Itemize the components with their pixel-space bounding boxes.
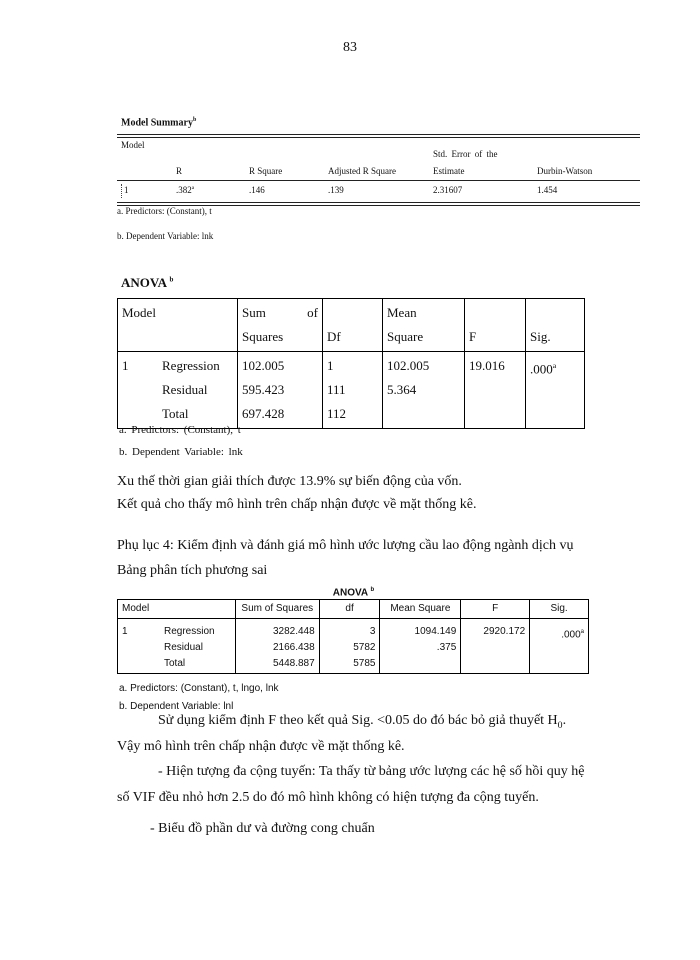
anova1-df-cell: 1 111 112 (323, 352, 383, 429)
anova2-f-cell: 2920.172 (461, 619, 530, 674)
table-row (118, 619, 589, 674)
anova2-header-sum: Sum of Squares (235, 600, 319, 619)
anova1-sum-cell: 102.005 595.423 697.428 (238, 352, 323, 429)
ms-note-a: a. Predictors: (Constant), t (117, 206, 212, 216)
ms-header-durbin-watson: Durbin-Watson (537, 166, 593, 176)
anova2-header-f: F (461, 600, 530, 619)
ms-row-model: 1 (124, 185, 129, 195)
anova2-sum-cell: 3282.448 2166.438 5448.887 (235, 619, 319, 674)
ms-header-std-error-bottom: Estimate (433, 166, 465, 176)
model-summary-title: Model Summary$^b$ (121, 117, 197, 129)
anova1-title: ANOVA $^b$ (121, 275, 174, 290)
page-number: 83 (343, 40, 357, 55)
ms-note-b: b. Dependent Variable: lnk (117, 231, 214, 241)
table-row (118, 352, 585, 429)
ms-row-r-square: .146 (249, 185, 265, 195)
row-marker (121, 184, 122, 198)
ms-header-r: R (176, 166, 183, 176)
anova1-sig-cell: .000$^a$ (526, 352, 585, 429)
table-row (118, 600, 589, 619)
divider (117, 202, 640, 203)
anova1-header-f: F (465, 299, 526, 352)
anova1-model-cell: 1 Regression Residual Total (118, 352, 238, 429)
anova2-title: ANOVA $^b$ (332, 587, 375, 599)
divider (117, 137, 640, 138)
anova1-header-df: Df (323, 299, 383, 352)
anova2-header-mean: Mean Square (380, 600, 461, 619)
anova2-sig-cell: .000$^a$ (530, 619, 589, 674)
anova1-table (117, 298, 585, 429)
anova2-model-cell: 1 Regression Residual Total (118, 619, 236, 674)
anova1-header-mean: Mean Square (383, 299, 465, 352)
anova1-header-model: Model (118, 299, 238, 352)
anova2-note-a: a. Predictors: (Constant), t, lngo, lnk (119, 683, 279, 694)
anova2-header-model: Model (118, 600, 236, 619)
anova1-mean-cell: 102.005 5.364 (383, 352, 465, 429)
anova1-note-b: b. Dependent Variable: lnk (119, 446, 243, 458)
paragraph-4: Bảng phân tích phương sai (117, 563, 268, 578)
ms-row-r: .382$^a$ (176, 185, 195, 195)
paragraph-7: - Hiện tượng đa cộng tuyến: Ta thấy từ bảng ước lượng các hệ số hồi quy hệ (158, 764, 585, 779)
ms-row-adjusted-r-square: .139 (328, 185, 344, 195)
ms-header-model: Model (121, 140, 145, 150)
paragraph-1: Xu thế thời gian giải thích được 13.9% sự biến động của vốn. (117, 474, 462, 489)
anova2-table (117, 599, 589, 674)
paragraph-8: số VIF đều nhỏ hơn 2.5 do đó mô hình không có hiện tượng đa cộng tuyến. (117, 790, 539, 805)
anova2-header-sig: Sig. (530, 600, 589, 619)
ms-header-r-square: R Square (249, 166, 283, 176)
ms-header-adjusted-r-square: Adjusted R Square (328, 166, 396, 176)
anova1-note-a: a. Predictors: (Constant), t (119, 424, 241, 436)
anova1-header-sum: Sum of Squares (238, 299, 323, 352)
anova2-header-df: df (319, 600, 380, 619)
paragraph-3: Phụ lục 4: Kiểm định và đánh giá mô hình ước lượng cầu lao động ngành dịch vụ (117, 538, 574, 553)
paragraph-2: Kết quả cho thấy mô hình trên chấp nhận được về mặt thống kê. (117, 497, 477, 512)
ms-row-std-error: 2.31607 (433, 185, 463, 195)
anova2-note-b: b. Dependent Variable: lnl (119, 701, 234, 712)
anova2-df-cell: 3 5782 5785 (319, 619, 380, 674)
ms-row-durbin-watson: 1.454 (537, 185, 558, 195)
anova1-f-cell: 19.016 (465, 352, 526, 429)
paragraph-9: - Biểu đồ phần dư và đường cong chuẩn (150, 821, 375, 836)
paragraph-6: Vậy mô hình trên chấp nhận được về mặt thống kê. (117, 739, 405, 754)
anova1-header-sig: Sig. (526, 299, 585, 352)
anova2-mean-cell: 1094.149 .375 (380, 619, 461, 674)
divider (117, 134, 640, 135)
ms-header-std-error-top: Std. Error of the (433, 149, 498, 159)
paragraph-5: Sử dụng kiểm định F theo kết quả Sig. <0.05 do đó bác bỏ giả thuyết $H_0$. (158, 713, 567, 731)
divider (117, 180, 640, 181)
table-row (118, 299, 585, 352)
